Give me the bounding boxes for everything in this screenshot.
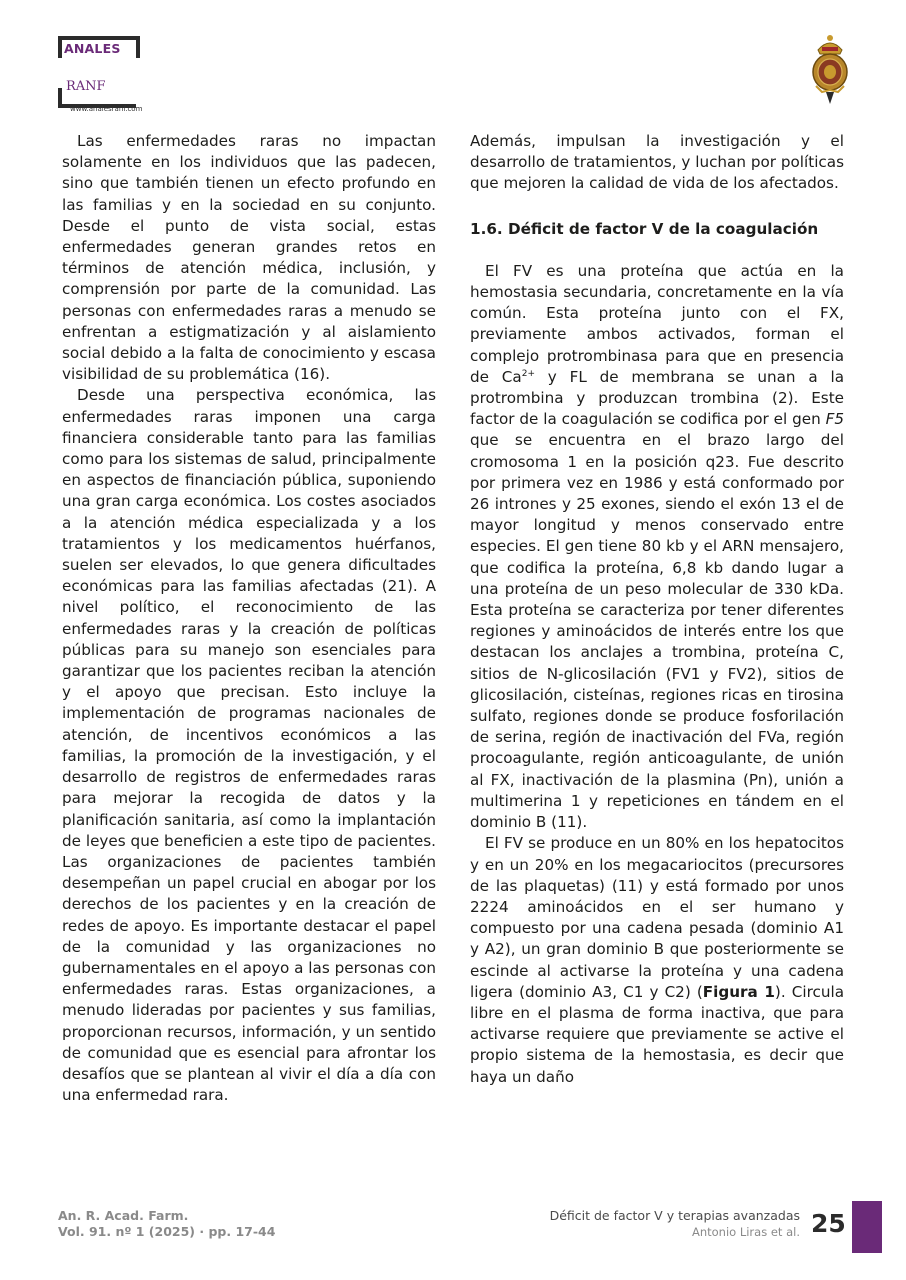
text-span: y FL de membrana se unan a la protrombina y produzcan trombina (2). Este factor de la coagulación se codifica por el gen bbox=[470, 367, 844, 429]
text-span: El FV es una proteína que actúa en la hemostasia secundaria, concretamente en la vía común. Esta proteína junto con el FX, previamente ambos activados, forman el complejo protrombinasa para que en presencia de Ca bbox=[470, 261, 844, 386]
footer-volume: Vol. 91. nº 1 (2025) · pp. 17-44 bbox=[58, 1224, 276, 1239]
right-paragraph-2 bbox=[470, 261, 844, 833]
superscript-charge: 2+ bbox=[521, 368, 535, 379]
accent-bar bbox=[852, 1201, 882, 1253]
text-span: ). Circula libre en el plasma de forma inactiva, que para activarse requiere que previamente se active el propio sistema de la hemostasia, es decir que haya un daño bbox=[470, 982, 845, 1086]
footer-article-info bbox=[550, 1208, 800, 1240]
right-column bbox=[470, 131, 844, 1088]
anales-ranf-logo bbox=[58, 36, 198, 116]
section-heading: 1.6. Déficit de factor V de la coagulación bbox=[470, 219, 819, 238]
page-number: 25 bbox=[811, 1209, 846, 1238]
text-span: El FV se produce en un 80% en los hepatocitos y en un 20% en los megacariocitos (precursores de las plaquetas) (11) y está formado por unos 2224 aminoácidos en el ser humano y compuesto por una cadena pesada (dominio A1 y A2), un gran dominio B que posteriormente se escinde al activarse la proteína y una cadena ligera (dominio A3, C1 y C2) ( bbox=[470, 834, 844, 1001]
left-paragraph-1: Las enfermedades raras no impactan solamente en los individuos que las padecen, sino que también tienen un efecto profundo en las familias y en la sociedad en su conjunto. Desde el punto de vista social, estas enfermedades generan grandes retos en términos de atención médica, inclusión, y comprensión por parte de la comunidad. Las personas con enfermedades raras a menudo se enfrentan a estigmatización y al aislamiento social debido a la falta de conocimiento y escasa visibilidad de su problemática (16). bbox=[62, 132, 436, 384]
academy-crest-icon bbox=[808, 32, 852, 106]
left-paragraph-2: Desde una perspectiva económica, las enfermedades raras imponen una carga financiera considerable tanto para las familias como para los sistemas de salud, principalmente en aspectos de financiación pública, suponiendo una gran carga económica. Los costes asociados a la atención médica especializada y a los tratamientos y los medicamentos huérfanos, suelen ser elevados, lo que genera dificultades económicas para las familias afectadas (21). A nivel político, el reconocimiento de las enfermedades raras y la creación de políticas públicas para su manejo son esenciales para garantizar que los pacientes reciban la atención y el apoyo que precisan. Esto incluye la implementación de programas nacionales de atención, de incentivos económicos a las familias, la promoción de la investigación, y el desarrollo de registros de enfermedades raras para mejorar la recogida de datos y la planificación sanitaria, así como la implantación de leyes que beneficien a este tipo de pacientes. Las organizaciones de pacientes también desempeñan un papel crucial en abogar por los derechos de los pacientes y en la creación de redes de apoyo. Es importante destacar el papel de la comunidad y las organizaciones no gubernamentales en el apoyo a las personas con enfermedades raras. Estas organizaciones, a menudo lideradas por pacientes y sus familias, proporcionan recursos, información, y un sentido de comunidad que es esencial para afrontar los desafíos que se plantean al vivir el día a día con una enfermedad rara. bbox=[62, 386, 436, 1105]
logo-anales-text: ANALES bbox=[64, 41, 121, 56]
figure-reference[interactable]: Figura 1 bbox=[702, 982, 775, 1001]
right-paragraph-1: Además, impulsan la investigación y el desarrollo de tratamientos, y luchan por políticas que mejoren la calidad de vida de los afectados. bbox=[470, 132, 844, 193]
footer-journal-info bbox=[58, 1208, 275, 1240]
gene-name: F5 bbox=[825, 410, 844, 429]
right-paragraph-3 bbox=[470, 833, 844, 1087]
footer-journal-name: An. R. Acad. Farm. bbox=[58, 1208, 189, 1223]
website-link[interactable]: www.analesranf.com bbox=[70, 105, 143, 113]
footer-authors: Antonio Liras et al. bbox=[691, 1225, 800, 1239]
text-span: que se encuentra en el brazo largo del cromosoma 1 en la posición q23. Fue descrito por primera vez en 1986 y está conformado por 26 intrones y 25 exones, siendo el exón 13 el de mayor longitud y menos conservado entre especies. El gen tiene 80 kb y el ARN mensajero, que codifica la proteína, 6,8 kb dando lugar a una proteína de un peso molecular de 330 kDa. Esta proteína se caracteriza por tener diferentes regiones y aminoácidos de interés entre los que destacan los anclajes a trombina, proteína C, sitios de N-glicosilación (FV1 y FV2), sitios de glicosilación, cisteínas, regiones ricas en tirosina sulfato, regiones donde se produce fosforilación de serina, región de inactivación del FVa, región procoagulante, región anticoagulante, de unión al FX, inactivación de la plasmina (Pn), unión a multimerina 1 y repeticiones en tándem en el dominio B (11). bbox=[470, 431, 844, 832]
footer-article-title: Déficit de factor V y terapias avanzadas bbox=[549, 1208, 800, 1223]
left-column bbox=[62, 131, 436, 1106]
logo-ranf-text: RANF bbox=[66, 79, 106, 94]
